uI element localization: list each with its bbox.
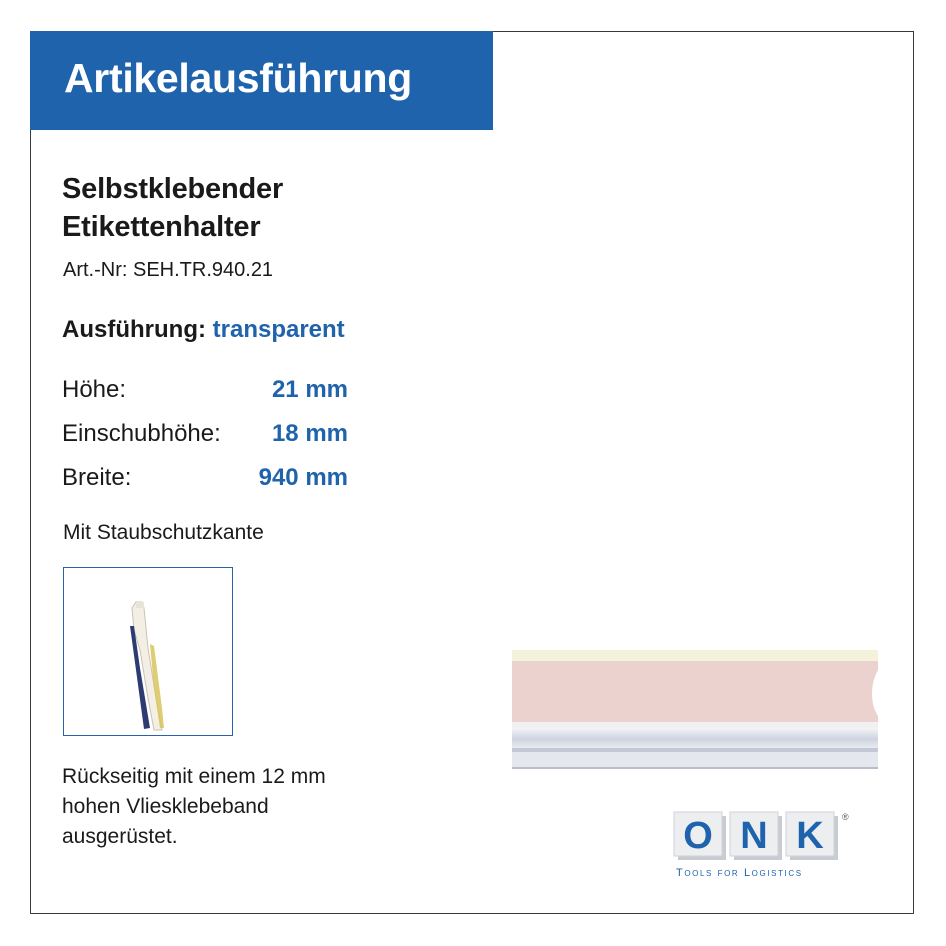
logo-letter-n: N xyxy=(740,815,768,857)
registered-mark: ® xyxy=(842,812,849,822)
spec-row-height xyxy=(62,376,352,410)
onk-logo-icon xyxy=(672,808,882,880)
spec-value: 18 mm xyxy=(271,420,348,447)
profile-cross-section-image xyxy=(63,567,233,736)
logo-letter-k: K xyxy=(796,815,824,857)
variant-line xyxy=(62,316,345,344)
back-note-line-3: ausgerüstet. xyxy=(62,825,178,848)
back-note-line-1: Rückseitig mit einem 12 mm xyxy=(62,765,326,788)
product-strip-image xyxy=(510,650,880,772)
product-title-line-2: Etikettenhalter xyxy=(62,211,261,243)
article-number: Art.-Nr: SEH.TR.940.21 xyxy=(63,259,274,281)
variant-label: Ausführung: xyxy=(62,316,206,343)
logo-letter-o: O xyxy=(683,815,713,857)
product-title-line-1: Selbstklebender xyxy=(62,173,284,205)
back-note xyxy=(62,762,326,852)
spec-label: Höhe: xyxy=(62,376,127,403)
spec-label: Breite: xyxy=(62,464,132,491)
variant-value: transparent xyxy=(212,316,345,343)
page-title: Artikelausführung xyxy=(64,55,412,101)
logo-tagline: Tools for Logistics xyxy=(676,867,803,879)
spec-row-insert-height xyxy=(62,420,352,454)
onk-logo xyxy=(672,808,882,880)
label-holder-strip-icon xyxy=(510,650,880,772)
profile-cross-section-icon xyxy=(64,568,231,734)
spec-value: 940 mm xyxy=(258,464,348,491)
product-title xyxy=(62,170,283,246)
spec-label: Einschubhöhe: xyxy=(62,420,221,447)
spec-row-width xyxy=(62,464,352,498)
feature-note: Mit Staubschutzkante xyxy=(63,521,264,544)
spec-value: 21 mm xyxy=(271,376,348,403)
back-note-line-2: hohen Vliesklebeband xyxy=(62,795,269,818)
